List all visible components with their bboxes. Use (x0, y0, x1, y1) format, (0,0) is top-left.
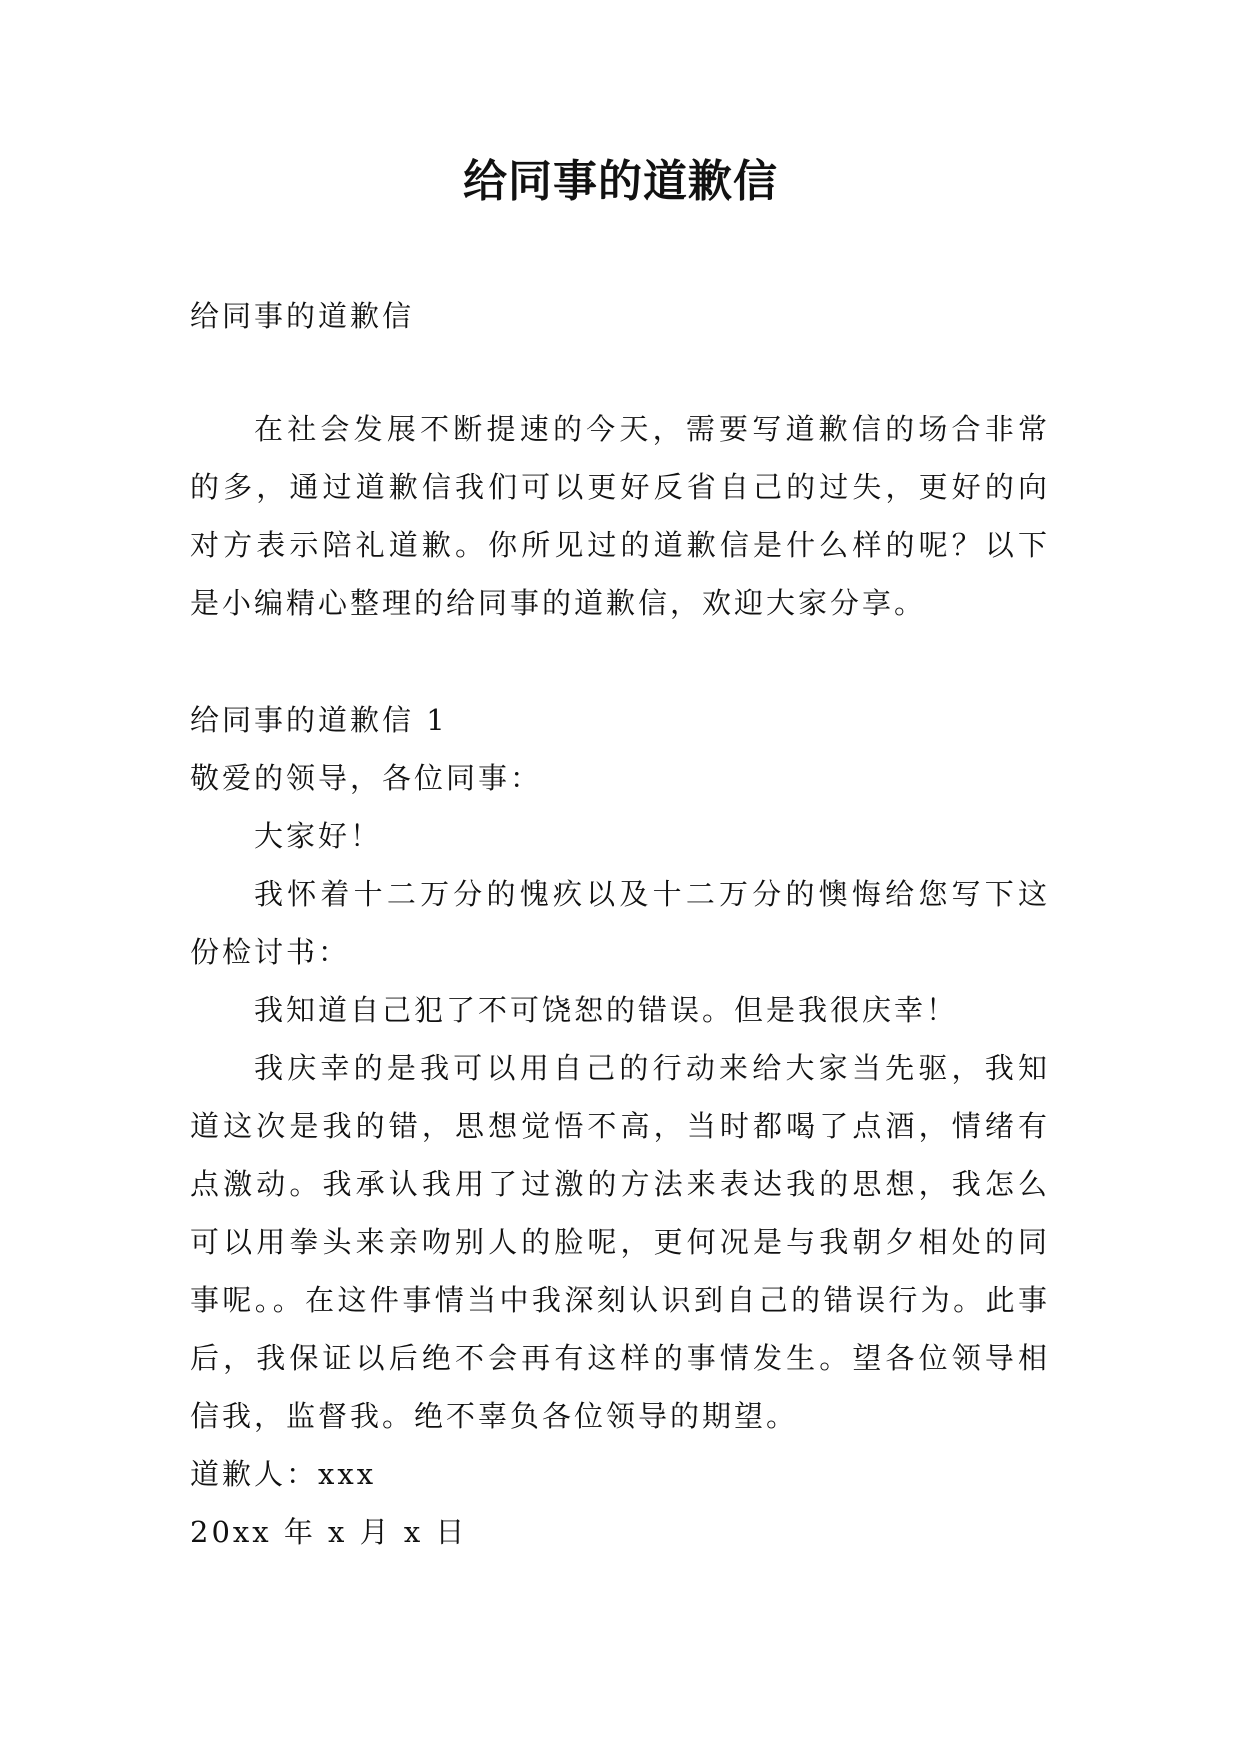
letter-paragraph-3: 我庆幸的是我可以用自己的行动来给大家当先驱，我知道这次是我的错，思想觉悟不高，当时都喝了点酒，情绪有点激动。我承认我用了过激的方法来表达我的思想，我怎么可以用拳头来亲吻别人的脸呢，更何况是与我朝夕相处的同事呢。。在这件事情当中我深刻认识到自己的错误行为。此事后，我保证以后绝不会再有这样的事情发生。望各位领导相信我，监督我。绝不辜负各位领导的期望。 (190, 1051, 1050, 1433)
signature: 道歉人：xxx (190, 1457, 377, 1491)
letter-heading: 给同事的道歉信 1 (190, 703, 448, 737)
document-title: 给同事的道歉信 (463, 156, 778, 207)
document-subtitle: 给同事的道歉信 (190, 299, 415, 333)
intro-paragraph: 在社会发展不断提速的今天，需要写道歉信的场合非常的多，通过道歉信我们可以更好反省自己的过失，更好的向对方表示陪礼道歉。你所见过的道歉信是什么样的呢？以下是小编精心整理的给同事的道歉信，欢迎大家分享。 (190, 412, 1050, 620)
letter-paragraph-1: 我怀着十二万分的愧疚以及十二万分的懊悔给您写下这份检讨书： (190, 877, 1050, 969)
letter-date: 20xx 年 x 月 x 日 (190, 1515, 468, 1549)
letter-paragraph-2: 我知道自己犯了不可饶恕的错误。但是我很庆幸！ (254, 993, 959, 1027)
greeting: 大家好！ (254, 819, 383, 853)
salutation: 敬爱的领导，各位同事： (190, 761, 543, 795)
